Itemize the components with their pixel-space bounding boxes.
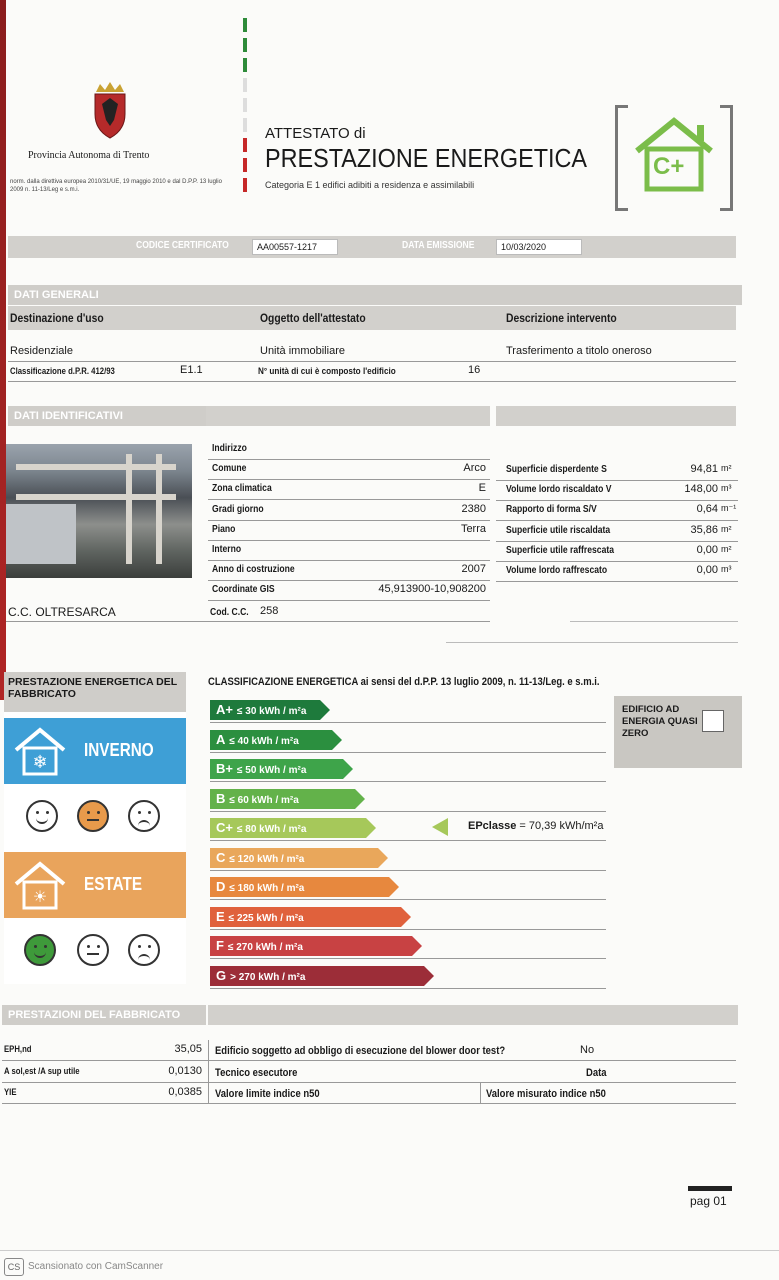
perf-header-bar: [208, 1005, 738, 1025]
energy-class-range: ≤ 120 kWh / m²a: [229, 853, 305, 865]
cert-code-bar: [8, 236, 736, 258]
ep-value: = 70,39 kWh/m²a: [519, 820, 604, 832]
svg-text:☀: ☀: [32, 887, 48, 906]
energy-class-arrow: [210, 759, 343, 779]
ident-left-value: 2380: [461, 502, 486, 515]
ident-right-value: 94,81: [690, 463, 718, 475]
ident-left-label: Zona climatica: [212, 483, 272, 495]
destinazione-value: Residenziale: [10, 345, 73, 357]
classification-title: CLASSIFICAZIONE ENERGETICA ai sensi del d.P.P. 13 luglio 2009, n. 11-13/Leg. e s.m.i.: [208, 676, 600, 688]
data-label: Data: [586, 1067, 607, 1079]
oggetto-value: Unità immobiliare: [260, 345, 345, 357]
oggetto-head: Oggetto dell'attestato: [260, 311, 366, 325]
codcc-value: 258: [260, 605, 279, 617]
ident-left-value: 45,913900-10,908200: [378, 583, 486, 596]
ident-left-row-line: [208, 520, 490, 521]
blower-value: No: [580, 1044, 595, 1056]
classificazione-label: Classificazione d.P.R. 412/93: [10, 366, 115, 376]
ident-right-unit: m³: [721, 564, 732, 574]
winter-neutral-face-icon: [77, 800, 109, 832]
ident-left-label: Gradi giorno: [212, 503, 264, 515]
energy-class-range: ≤ 225 kWh / m²a: [228, 912, 304, 924]
energy-class-letter: D: [216, 879, 226, 894]
energy-class-range: ≤ 270 kWh / m²a: [227, 942, 303, 953]
energy-class-line: [210, 752, 606, 753]
camscanner-logo: CS: [4, 1258, 24, 1276]
perf-vertical-divider: [208, 1040, 209, 1104]
ident-right-row-line: [496, 561, 738, 562]
nzeb-box: [614, 696, 742, 768]
ident-left-label: Indirizzo: [212, 443, 247, 454]
class-badge: [615, 105, 733, 205]
section-general-title: DATI GENERALI: [8, 285, 742, 305]
energy-class-line: [210, 870, 606, 871]
energy-class-line: [210, 811, 606, 812]
energy-class-letter: G: [216, 967, 227, 983]
units-label: N° unità di cui è composto l'edificio: [258, 366, 396, 377]
energy-class-letter: B+: [216, 761, 233, 776]
energy-class-range: ≤ 40 kWh / m²a: [229, 735, 299, 747]
energy-class-range: ≤ 60 kWh / m²a: [229, 794, 299, 806]
ident-right-label: Superficie disperdente S: [506, 464, 607, 475]
italian-flag-divider: [243, 18, 247, 198]
footer-line: [0, 1250, 779, 1251]
summer-sad-face-icon: [128, 934, 160, 966]
energy-class-range: ≤ 80 kWh / m²a: [236, 824, 307, 835]
general-header-row: [8, 306, 736, 330]
ident-right-unit: m²: [721, 523, 732, 534]
ident-right-unit: m⁻¹: [721, 503, 737, 514]
energy-class-arrow: [210, 700, 320, 720]
energy-class-line: [210, 988, 606, 989]
energy-class-range: ≤ 30 kWh / m²a: [236, 706, 307, 717]
ident-right-label: Volume lordo raffrescato: [506, 565, 608, 576]
org-reference: norm. dalla direttiva europea 2010/31/UE, 19 maggio 2010 e dal D.P.P. 13 luglio 2009 n. 11-13/Leg e s.m.i.: [10, 179, 222, 193]
ident-header-bar-mid: [206, 406, 490, 426]
ident-left-row-line: [208, 600, 490, 601]
ident-right-value: 0,00: [696, 543, 718, 556]
ident-right-row-line: [496, 520, 738, 521]
energy-class-range: > 270 kWh / m²a: [230, 971, 306, 983]
svg-text:❄: ❄: [32, 752, 48, 773]
perf-row-line: [2, 1082, 736, 1083]
units-value: 16: [468, 364, 481, 376]
energy-class-letter: F: [216, 938, 224, 953]
ident-left-label: Comune: [212, 463, 247, 475]
energy-class-line: [210, 899, 606, 900]
destinazione-head: Destinazione d'uso: [10, 311, 104, 325]
energy-class-arrow: [210, 936, 412, 956]
binding-edge: [0, 0, 6, 700]
ident-right-label: Rapporto di forma S/V: [506, 504, 597, 516]
summer-label: ESTATE: [84, 874, 143, 894]
ident-right-row-line: [496, 541, 738, 542]
perf-label: YIE: [4, 1087, 17, 1097]
general-row-line: [8, 361, 736, 362]
camscanner-text: Scansionato con CamScanner: [28, 1261, 164, 1272]
section-perf-title: PRESTAZIONI DEL FABBRICATO: [2, 1005, 206, 1025]
cert-code-value: AA00557-1217: [252, 239, 338, 255]
cc-value: C.C. OLTRESARCA: [8, 605, 116, 619]
energy-class-arrow: [210, 966, 424, 986]
energy-class-letter: A+: [216, 702, 233, 717]
cert-date-label: DATA EMISSIONE: [402, 240, 475, 251]
winter-happy-face-icon: [26, 800, 58, 832]
energy-class-arrow: [210, 818, 366, 838]
winter-banner: [4, 718, 186, 784]
energy-class-letter: C: [216, 849, 226, 865]
perf-value: 0,0385: [168, 1086, 202, 1098]
ident-right-value: 0,64: [696, 503, 718, 516]
ident-left-row-line: [208, 540, 490, 541]
energy-class-letter: B: [216, 790, 226, 806]
cert-code-label: CODICE CERTIFICATO: [136, 240, 229, 251]
page-number-bar: [688, 1186, 732, 1191]
summer-happy-face-icon: [24, 934, 56, 966]
ident-right-label: Superficie utile riscaldata: [506, 524, 611, 536]
ident-right-label: Superficie utile raffrescata: [506, 544, 615, 556]
page-number: pag 01: [690, 1194, 727, 1208]
ident-left-value: Arco: [463, 462, 486, 475]
ident-left-row-line: [208, 499, 490, 500]
energy-class-line: [210, 958, 606, 959]
cc-line: [6, 621, 490, 622]
valore-misurato-label: Valore misurato indice n50: [486, 1088, 606, 1100]
ident-right-label: Volume lordo riscaldato V: [506, 484, 612, 496]
descrizione-head: Descrizione intervento: [506, 311, 617, 325]
energy-class-arrow: [210, 877, 389, 897]
energy-class-range: ≤ 180 kWh / m²a: [229, 883, 305, 894]
energy-class-range: ≤ 50 kWh / m²a: [236, 765, 307, 776]
ident-left-row-line: [208, 479, 490, 480]
ident-left-label: Interno: [212, 544, 242, 555]
energy-class-line: [210, 929, 606, 930]
winter-sad-face-icon: [128, 800, 160, 832]
codcc-label: Cod. C.C.: [210, 607, 249, 618]
winter-label: INVERNO: [84, 740, 154, 760]
ident-left-value: E: [478, 482, 486, 495]
page-title: PRESTAZIONE ENERGETICA: [265, 143, 588, 173]
valore-limite-label: Valore limite indice n50: [215, 1088, 320, 1100]
nzeb-checkbox: [702, 710, 724, 732]
energy-class-letter: C+: [216, 820, 233, 835]
energy-class-arrow: [210, 907, 401, 927]
cc-line-right: [570, 621, 738, 622]
energy-left-title: PRESTAZIONE ENERGETICA DEL FABBRICATO: [4, 672, 186, 712]
summer-house-icon: [12, 860, 68, 912]
nzeb-label: EDIFICIO AD ENERGIA QUASI ZERO: [622, 704, 698, 739]
ident-left-row-line: [208, 560, 490, 561]
energy-class-arrow: [210, 848, 378, 868]
energy-class-line: [210, 781, 606, 782]
ident-bottom-line: [446, 642, 738, 643]
energy-class-letter: E: [216, 908, 225, 924]
ident-left-value: Terra: [460, 522, 486, 535]
ident-left-row-line: [208, 459, 490, 460]
cert-date-value: 10/03/2020: [496, 239, 582, 255]
ident-right-unit: m³: [721, 483, 732, 494]
perf-label: A sol,est /A sup utile: [4, 1065, 80, 1076]
title-small: ATTESTATO di: [265, 125, 366, 142]
ident-right-value: 35,86: [690, 523, 718, 536]
ident-right-unit: m²: [721, 543, 732, 554]
ident-left-row-line: [208, 580, 490, 581]
ident-left-value: 2007: [461, 563, 486, 576]
category-text: Categoria E 1 edifici adibiti a residenza e assimilabili: [265, 180, 475, 190]
tecnico-label: Tecnico esecutore: [215, 1067, 298, 1079]
summer-banner: [4, 852, 186, 918]
province-crest: [90, 80, 130, 140]
classificazione-value: E1.1: [180, 364, 203, 376]
perf-row-line: [2, 1103, 736, 1104]
ident-right-row-line: [496, 480, 738, 481]
current-class-marker: [432, 818, 448, 836]
class-badge-label: C+: [653, 153, 685, 180]
building-photo: [6, 444, 192, 578]
ident-left-label: Piano: [212, 523, 236, 535]
ident-right-row-line: [496, 500, 738, 501]
ident-header-bar-right: [496, 406, 736, 426]
org-name: Provincia Autonoma di Trento: [28, 150, 150, 161]
ident-left-label: Anno di costruzione: [212, 564, 295, 576]
winter-house-icon: [12, 726, 68, 778]
ident-right-row-line: [496, 581, 738, 582]
ident-left-label: Coordinate GIS: [212, 584, 275, 596]
energy-class-arrow: [210, 789, 355, 809]
perf-value: 0,0130: [168, 1064, 202, 1077]
section-ident-title: DATI IDENTIFICATIVI: [8, 406, 209, 426]
descrizione-value: Trasferimento a titolo oneroso: [506, 345, 652, 357]
ep-label: EPclasse: [468, 820, 517, 832]
energy-class-arrow: [210, 730, 332, 750]
blower-label: Edificio soggetto ad obbligo di esecuzione del blower door test?: [215, 1045, 506, 1057]
energy-class-letter: A: [216, 731, 226, 747]
ident-right-value: 148,00: [684, 483, 718, 496]
perf-row-line: [2, 1060, 736, 1061]
summer-neutral-face-icon: [77, 934, 109, 966]
general-row-line-2: [8, 381, 736, 382]
perf-mid-divider: [480, 1082, 481, 1104]
energy-class-line: [210, 722, 606, 723]
energy-class-line: [210, 840, 606, 841]
ident-right-value: 0,00: [696, 564, 718, 576]
perf-value: 35,05: [174, 1043, 202, 1055]
ep-class-label: [468, 820, 603, 832]
perf-label: EPH,nd: [4, 1044, 32, 1054]
ident-right-unit: m²: [721, 463, 732, 473]
